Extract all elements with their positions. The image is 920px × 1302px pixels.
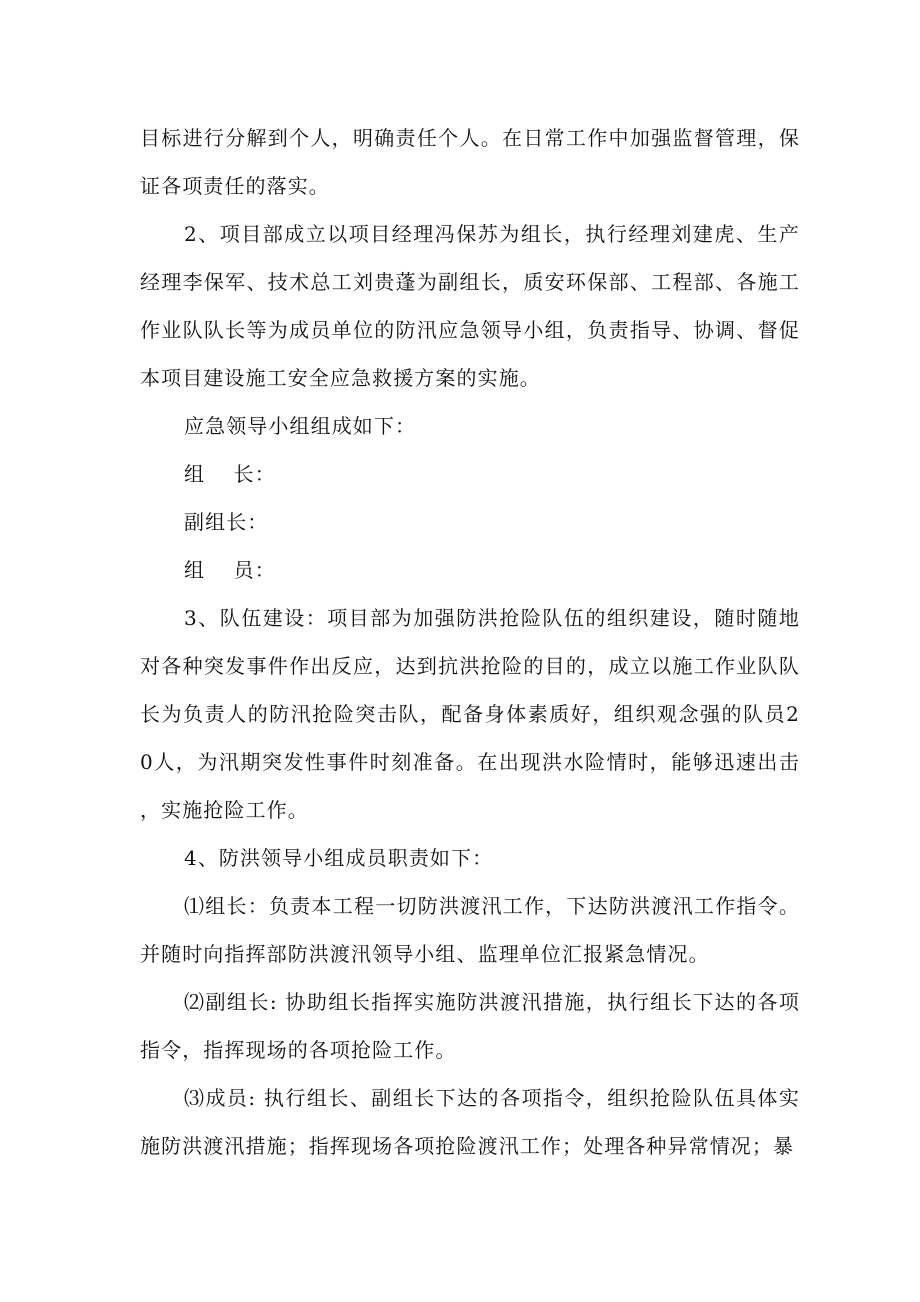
paragraph-item-3: 3、队伍建设：项目部为加强防洪抢险队伍的组织建设，随时随地对各种突发事件作出反应，达到抗洪抢险的目的，成立以施工作业队队长为负责人的防汛抢险突击队，配备身体素质好，组织观念强的队员20人，为汛期突发性事件时刻准备。在出现洪水险情时，能够迅速出击，实施抢险工作。 (140, 606, 800, 822)
paragraph-item-4: 4、防洪领导小组成员职责如下： (184, 846, 494, 870)
document-body (140, 114, 800, 1170)
paragraph-duty-leader: ⑴组长：负责本工程一切防洪渡汛工作，下达防洪渡汛工作指令。并随时向指挥部防洪渡汛领导小组、监理单位汇报紧急情况。 (140, 894, 800, 966)
paragraph-member-label: 组 员： (184, 558, 276, 582)
paragraph-duty-member: ⑶成员: 执行组长、副组长下达的各项指令，组织抢险队伍具体实施防洪渡汛措施；指挥现场各项抢险渡汛工作；处理各种异常情况；暴 (140, 1086, 800, 1158)
paragraph-deputy-leader-label: 副组长： (184, 510, 269, 534)
paragraph-item-2: 2、项目部成立以项目经理冯保苏为组长，执行经理刘建虎、生产经理李保军、技术总工刘贵蓬为副组长，质安环保部、工程部、各施工作业队队长等为成员单位的防汛应急领导小组，负责指导、协调、督促本项目建设施工安全应急救援方案的实施。 (140, 222, 800, 390)
paragraph-continuation: 目标进行分解到个人，明确责任个人。在日常工作中加强监督管理，保证各项责任的落实。 (140, 126, 800, 198)
paragraph-leader-label: 组 长： (184, 462, 276, 486)
paragraph-team-composition: 应急领导小组组成如下： (184, 414, 417, 438)
paragraph-duty-deputy-leader: ⑵副组长: 协助组长指挥实施防洪渡汛措施，执行组长下达的各项指令，指挥现场的各项抢险工作。 (140, 990, 800, 1062)
